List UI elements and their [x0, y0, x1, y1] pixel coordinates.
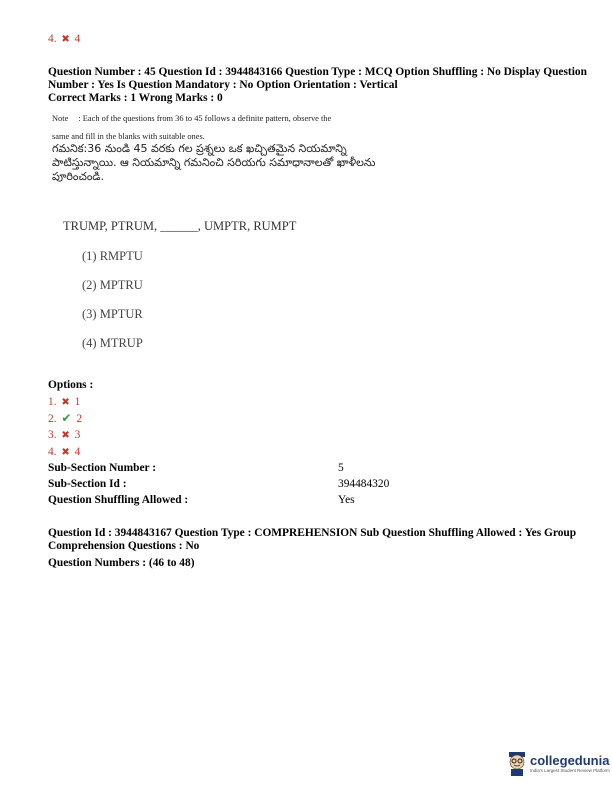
telugu-line1: గమనిక:36 నుండి 45 వరకు గల ప్రశ్నలు ఒక ఖచ్చితమైన నియమాన్ని [52, 142, 347, 155]
subsection-label: Sub-Section Id : [48, 478, 127, 490]
choice-4: (4) MTRUP [82, 336, 143, 350]
logo-name: collegedunia [530, 753, 610, 768]
table-row [48, 462, 568, 478]
subsection-table [48, 462, 568, 510]
cross-icon: ✖ [61, 447, 70, 458]
subsection-label: Sub-Section Number : [48, 462, 157, 474]
option-item-1 [48, 396, 80, 409]
note-line1: : Each of the questions from 36 to 45 follows a definite pattern, observe the [78, 114, 332, 123]
choice-1: (1) RMPTU [82, 249, 143, 263]
subsection-value: Yes [338, 494, 355, 506]
subsection-value: 394484320 [338, 478, 390, 490]
option-number: 2. [48, 413, 57, 425]
check-icon: ✔ [61, 411, 72, 425]
subsection-value: 5 [338, 462, 344, 474]
option-label: 1 [74, 396, 81, 408]
top-option [48, 33, 80, 46]
question-note [52, 112, 392, 144]
question-header [48, 66, 588, 105]
table-row [48, 478, 568, 494]
question-sequence: TRUMP, PTRUM, ______, UMPTR, RUMPT [63, 219, 297, 233]
option-number: 4. [48, 446, 57, 458]
next-question-line3: Question Numbers : (46 to 48) [48, 557, 195, 569]
option-label: 4 [74, 33, 81, 45]
note-line2: same and fill in the blanks with suitable ones. [52, 132, 205, 141]
logo-tagline: India's Largest Student Review Platform [530, 768, 610, 773]
table-row [48, 494, 568, 510]
option-label: 3 [74, 429, 81, 441]
mascot-icon [506, 750, 528, 776]
choice-2: (2) MPTRU [82, 278, 143, 292]
telugu-note [52, 142, 392, 184]
option-item-2 [48, 412, 82, 426]
option-label: 2 [76, 413, 83, 425]
cross-icon: ✖ [61, 34, 70, 45]
telugu-line2: పాటిస్తున్నాయి. ఆ నియమాన్ని గమనించి సరియగు సమాధానాలతో ఖాళీలను [52, 156, 376, 169]
note-label: Note [52, 114, 69, 123]
question-marks: Correct Marks : 1 Wrong Marks : 0 [48, 92, 223, 104]
subsection-label: Question Shuffling Allowed : [48, 494, 189, 506]
option-item-4 [48, 446, 80, 459]
cross-icon: ✖ [61, 397, 70, 408]
question-header-line1: Question Number : 45 Question Id : 3944843166 Question Type : MCQ Option Shuffling : No Display Question [48, 66, 587, 78]
question-header-line2: Number : Yes Is Question Mandatory : No Option Orientation : Vertical [48, 79, 398, 91]
option-number: 3. [48, 429, 57, 441]
option-label: 4 [74, 446, 81, 458]
option-number: 1. [48, 396, 57, 408]
options-heading: Options : [48, 379, 94, 391]
option-item-3 [48, 429, 80, 442]
next-question-line2: Comprehension Questions : No [48, 540, 200, 552]
next-question-header [48, 527, 588, 570]
next-question-line1: Question Id : 3944843167 Question Type : COMPREHENSION Sub Question Shuffling Allowed : Yes Group [48, 527, 577, 539]
cross-icon: ✖ [61, 430, 70, 441]
telugu-line3: పూరించండి. [52, 170, 105, 183]
collegedunia-logo [506, 750, 610, 776]
choice-3: (3) MPTUR [82, 307, 143, 321]
option-number: 4. [48, 33, 57, 45]
